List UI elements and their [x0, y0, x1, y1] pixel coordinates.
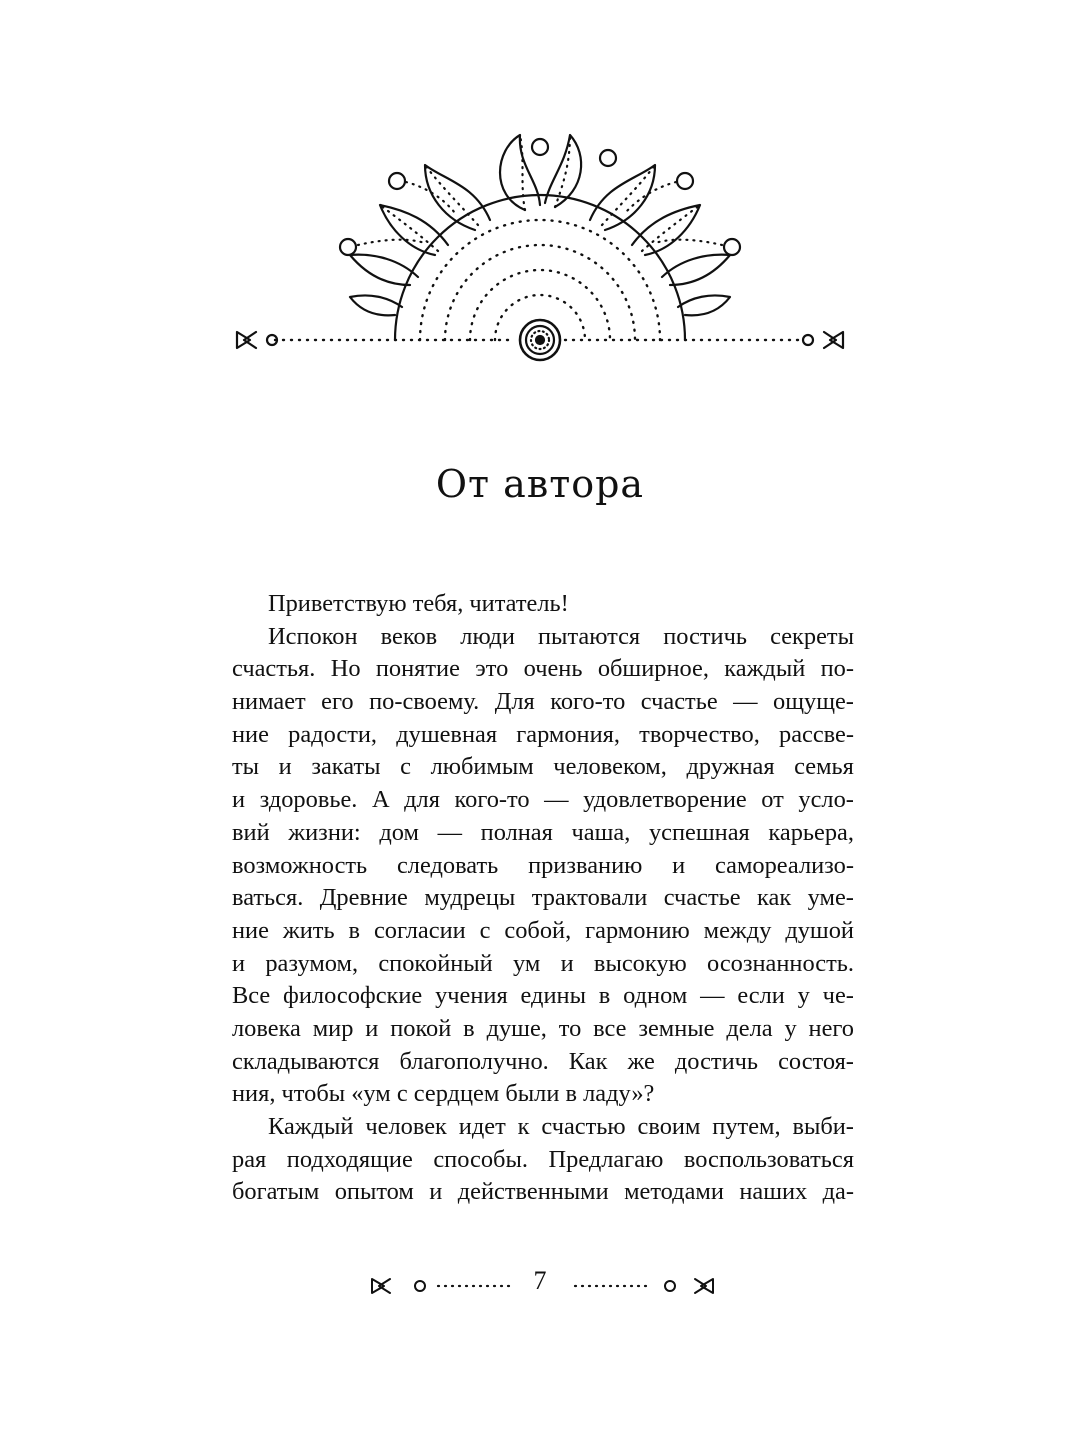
text-line: ловека мир и покой в душе, то все земные дела у него [232, 1014, 854, 1042]
text-line: рая подходящие способы. Предлагаю воспользоваться [232, 1145, 854, 1173]
text-line: счастья. Но понятие это очень обширное, каждый по- [232, 655, 854, 683]
text-line: Каждый человек идет к счастью своим путем, выби- [268, 1113, 854, 1140]
text-line: ваться. Древние мудрецы трактовали счастье как уме- [232, 884, 854, 912]
text-line: и разумом, спокойный ум и высокую осознанность. [232, 949, 854, 977]
text-line: ние радости, душевная гармония, творчество, рассве- [232, 720, 854, 748]
text-line: Приветствую тебя, читатель! [268, 590, 569, 617]
text-line: ты и закаты с любимым человеком, дружная семья [232, 753, 854, 781]
page-title: От автора [435, 462, 645, 506]
sun-mandala-ornament-icon [220, 125, 880, 375]
text-line: ние жить в согласии с собой, гармонию между душой [232, 916, 854, 944]
text-line: возможность следовать призванию и самореализо- [232, 851, 854, 879]
body-text [232, 588, 854, 1209]
text-line: Все философские учения едины в одном — если у че- [232, 982, 854, 1010]
text-line: и здоровье. А для кого-то — удовлетворение от усло- [232, 786, 854, 814]
text-line: богатым опытом и действенными методами наших да- [232, 1178, 854, 1206]
text-line: складываются благополучно. Как же достичь состоя- [232, 1047, 854, 1075]
text-line: ния, чтобы «ум с сердцем были в ладу»? [232, 1080, 655, 1108]
text-line: Испокон веков люди пытаются постичь секреты [268, 622, 854, 650]
footer-ornament-icon [370, 1268, 715, 1304]
text-line: вий жизни: дом — полная чаша, успешная карьера, [232, 818, 854, 846]
page-number: 7 [533, 1266, 547, 1295]
text-line: нимает его по-своему. Для кого-то счастье — ощуще- [232, 688, 854, 716]
